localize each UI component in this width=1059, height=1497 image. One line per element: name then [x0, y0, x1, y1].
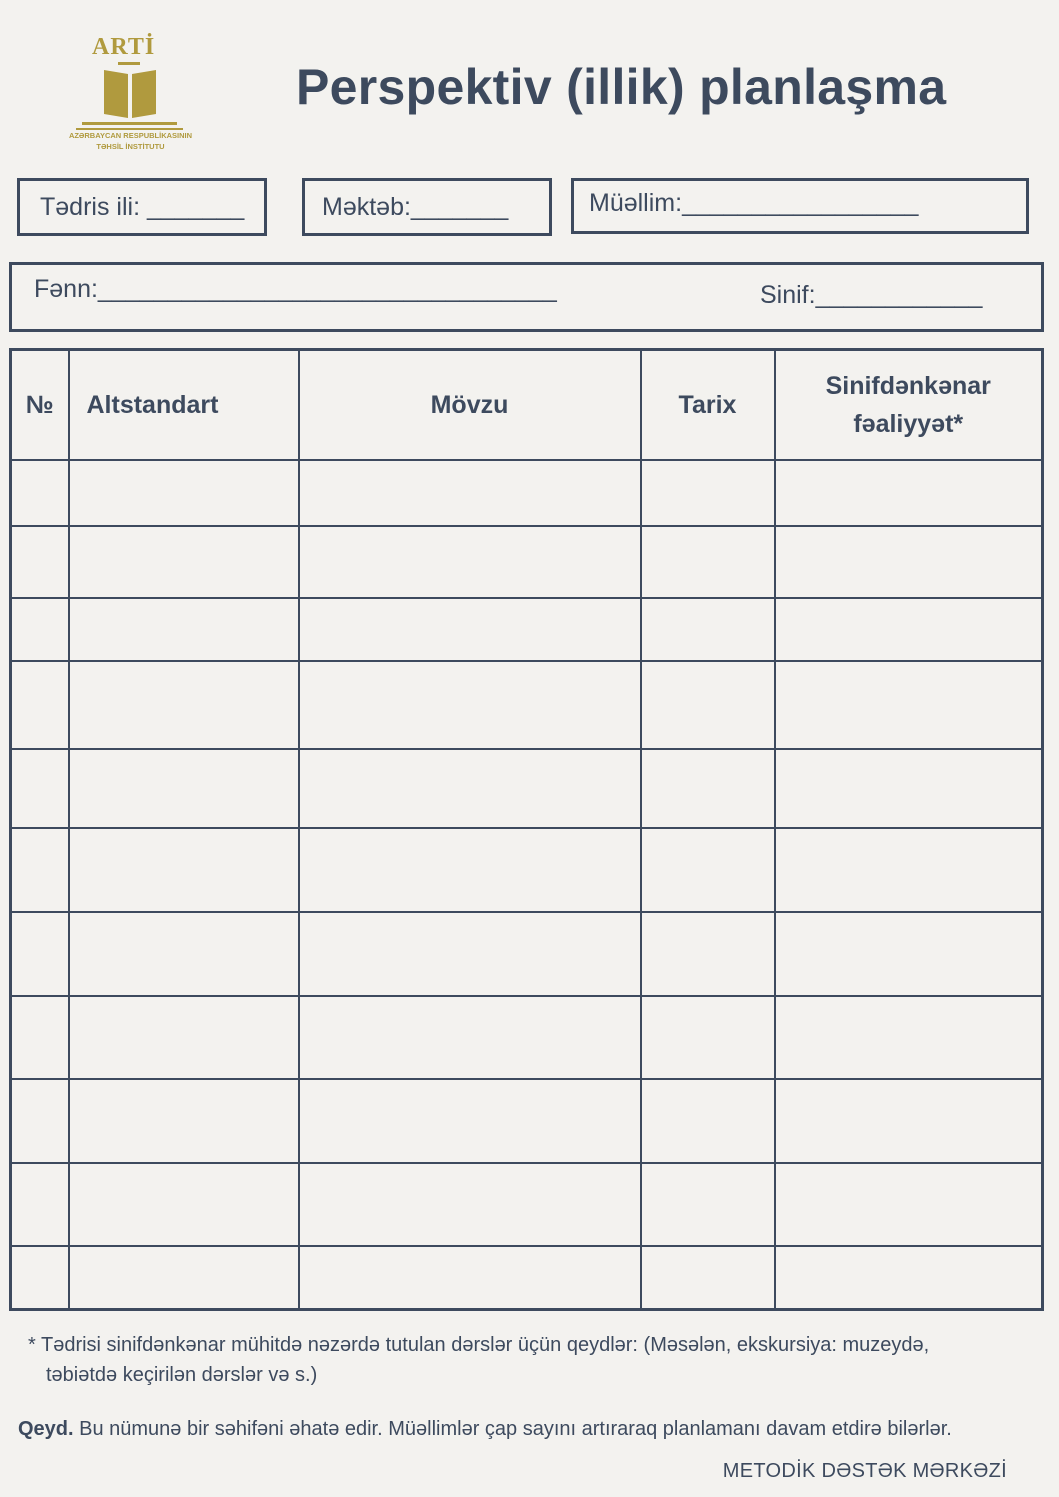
cell-movzu[interactable]	[299, 460, 641, 526]
note-label: Qeyd.	[18, 1418, 74, 1440]
cell-altstandart[interactable]	[69, 749, 299, 828]
cell-extracurricular[interactable]	[775, 1079, 1043, 1163]
cell-extracurricular[interactable]	[775, 598, 1043, 661]
cell-tarix[interactable]	[641, 661, 775, 749]
table-header-row	[11, 350, 1043, 461]
cell-altstandart[interactable]	[69, 828, 299, 912]
table-row	[11, 1163, 1043, 1246]
cell-movzu[interactable]	[299, 828, 641, 912]
cell-number[interactable]	[11, 460, 69, 526]
cell-number[interactable]	[11, 996, 69, 1079]
footnote	[28, 1330, 929, 1390]
teacher-box[interactable]	[571, 178, 1029, 234]
table-row	[11, 661, 1043, 749]
cell-extracurricular[interactable]	[775, 460, 1043, 526]
cell-tarix[interactable]	[641, 828, 775, 912]
cell-extracurricular[interactable]	[775, 1163, 1043, 1246]
cell-tarix[interactable]	[641, 598, 775, 661]
cell-number[interactable]	[11, 912, 69, 996]
class-field: Sinif:____________	[760, 281, 983, 309]
header-movzu: Mövzu	[299, 350, 641, 461]
table-row	[11, 828, 1043, 912]
cell-movzu[interactable]	[299, 526, 641, 598]
cell-number[interactable]	[11, 661, 69, 749]
cell-number[interactable]	[11, 1246, 69, 1309]
footnote-line-2: təbiətdə keçirilən dərslər və s.)	[46, 1364, 318, 1386]
planning-table	[9, 348, 1044, 1311]
page-title: Perspektiv (illik) planlaşma	[296, 59, 947, 115]
table-row	[11, 460, 1043, 526]
cell-movzu[interactable]	[299, 1079, 641, 1163]
cell-altstandart[interactable]	[69, 598, 299, 661]
cell-tarix[interactable]	[641, 749, 775, 828]
cell-extracurricular[interactable]	[775, 749, 1043, 828]
cell-extracurricular[interactable]	[775, 526, 1043, 598]
header-extracurricular-line1: Sinifdənkənar	[825, 372, 991, 400]
table-row	[11, 996, 1043, 1079]
cell-altstandart[interactable]	[69, 912, 299, 996]
institute-logo	[58, 34, 203, 154]
cell-movzu[interactable]	[299, 1163, 641, 1246]
school-box[interactable]	[302, 178, 552, 236]
cell-altstandart[interactable]	[69, 996, 299, 1079]
cell-number[interactable]	[11, 828, 69, 912]
footnote-line-1: * Tədrisi sinifdənkənar mühitdə nəzərdə tutulan dərslər üçün qeydlər: (Məsələn, ekskursiya: muzeydə,	[28, 1334, 930, 1356]
cell-number[interactable]	[11, 749, 69, 828]
cell-altstandart[interactable]	[69, 661, 299, 749]
cell-extracurricular[interactable]	[775, 828, 1043, 912]
table-row	[11, 598, 1043, 661]
cell-movzu[interactable]	[299, 1246, 641, 1309]
cell-tarix[interactable]	[641, 1163, 775, 1246]
note-text: Bu nümunə bir səhifəni əhatə edir. Müəllimlər çap sayını artıraraq planlamanı davam etdirə bilərlər.	[73, 1418, 952, 1440]
table-row	[11, 1246, 1043, 1309]
academic-year-box[interactable]	[17, 178, 267, 236]
cell-tarix[interactable]	[641, 460, 775, 526]
cell-tarix[interactable]	[641, 912, 775, 996]
cell-number[interactable]	[11, 1079, 69, 1163]
cell-movzu[interactable]	[299, 996, 641, 1079]
academic-year-field: Tədris ili: _______	[40, 193, 245, 221]
cell-movzu[interactable]	[299, 749, 641, 828]
header-tarix: Tarix	[641, 350, 775, 461]
school-field: Məktəb:_______	[322, 193, 509, 221]
note	[18, 1418, 952, 1441]
cell-altstandart[interactable]	[69, 1079, 299, 1163]
cell-number[interactable]	[11, 598, 69, 661]
logo-line-1: AZƏRBAYCAN RESPUBLİKASININ	[68, 131, 193, 140]
logo-line-2: TƏHSİL İNSTİTUTU	[96, 142, 165, 151]
cell-tarix[interactable]	[641, 1246, 775, 1309]
cell-altstandart[interactable]	[69, 1163, 299, 1246]
cell-extracurricular[interactable]	[775, 912, 1043, 996]
header-extracurricular	[775, 350, 1043, 461]
logo-brand: ARTİ	[92, 34, 156, 60]
cell-extracurricular[interactable]	[775, 996, 1043, 1079]
center-name: METODİK DƏSTƏK MƏRKƏZİ	[722, 1460, 1007, 1482]
table-row	[11, 912, 1043, 996]
cell-extracurricular[interactable]	[775, 661, 1043, 749]
cell-altstandart[interactable]	[69, 460, 299, 526]
table-row	[11, 1079, 1043, 1163]
cell-movzu[interactable]	[299, 598, 641, 661]
table-row	[11, 749, 1043, 828]
subject-class-box[interactable]	[9, 262, 1044, 332]
cell-number[interactable]	[11, 526, 69, 598]
header-extracurricular-line2: fəaliyyət*	[853, 410, 964, 438]
cell-altstandart[interactable]	[69, 526, 299, 598]
header-number: №	[11, 350, 69, 461]
cell-tarix[interactable]	[641, 526, 775, 598]
subject-field: Fənn:_________________________________	[34, 275, 557, 303]
cell-tarix[interactable]	[641, 1079, 775, 1163]
cell-movzu[interactable]	[299, 912, 641, 996]
header-altstandart: Altstandart	[69, 350, 299, 461]
cell-movzu[interactable]	[299, 661, 641, 749]
book-icon	[72, 60, 187, 130]
teacher-field: Müəllim:_________________	[589, 189, 919, 217]
cell-extracurricular[interactable]	[775, 1246, 1043, 1309]
table-row	[11, 526, 1043, 598]
cell-number[interactable]	[11, 1163, 69, 1246]
cell-tarix[interactable]	[641, 996, 775, 1079]
cell-altstandart[interactable]	[69, 1246, 299, 1309]
table-body	[11, 460, 1043, 1309]
